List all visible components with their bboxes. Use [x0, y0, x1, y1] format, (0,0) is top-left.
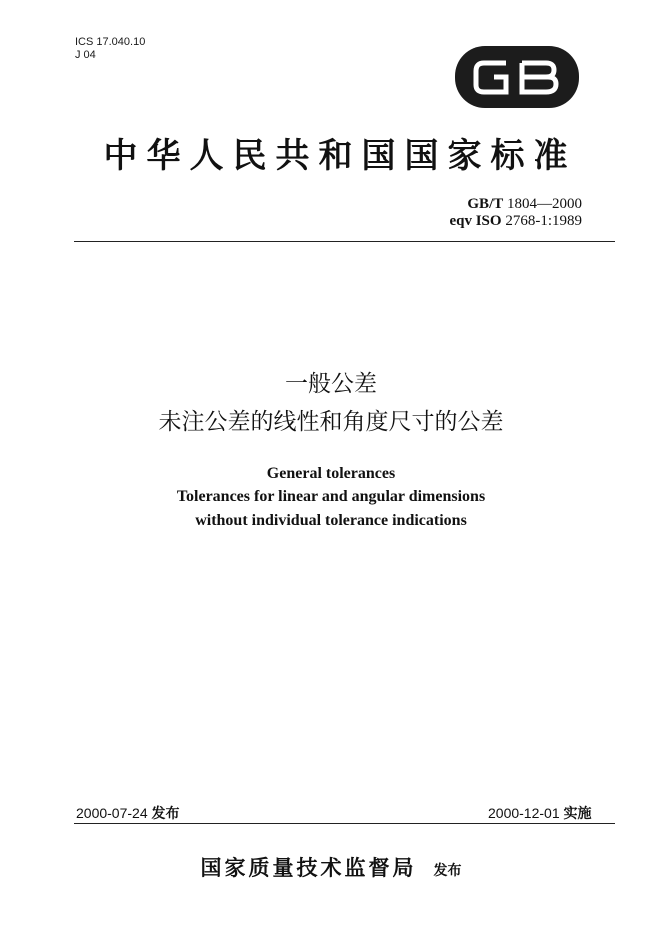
- ics-code: ICS 17.040.10: [75, 36, 146, 48]
- equivalent-number: 2768-1:1989: [505, 213, 582, 229]
- document-title-cn-line2: 未注公差的线性和角度尺寸的公差: [158, 409, 504, 435]
- issued-date-block: [76, 803, 180, 823]
- document-title-en-line2: Tolerances for linear and angular dimensions: [176, 488, 486, 505]
- publisher-line: [0, 852, 662, 882]
- issued-label: 发布: [151, 806, 180, 822]
- publish-action: 发布: [433, 863, 462, 879]
- standard-number: 1804—2000: [507, 196, 582, 212]
- equivalent-prefix: eqv ISO: [449, 213, 502, 229]
- logo-text: GB: [454, 45, 456, 46]
- publisher-name: 国家质量技术监督局: [200, 855, 417, 880]
- class-code: J 04: [75, 49, 96, 61]
- gb-logo: [454, 45, 580, 109]
- document-title-en-line3: without individual tolerance indications: [195, 512, 467, 529]
- footer-divider: [74, 823, 615, 824]
- standard-number-line: [380, 196, 582, 213]
- document-title-cn-line1: 一般公差: [285, 371, 377, 397]
- header-divider: [74, 241, 615, 242]
- issued-date: 2000-07-24: [76, 805, 148, 821]
- standard-type-title: 中华人民共和国国家标准: [103, 136, 577, 176]
- effective-label: 实施: [563, 806, 592, 822]
- effective-date: 2000-12-01: [488, 805, 560, 821]
- document-title-en-line1: General tolerances: [266, 465, 396, 482]
- standard-prefix: GB/T: [467, 196, 504, 212]
- classification-codes: [75, 36, 145, 62]
- effective-date-block: [488, 803, 592, 823]
- standard-codes: [380, 196, 582, 230]
- equivalent-line: [380, 213, 582, 230]
